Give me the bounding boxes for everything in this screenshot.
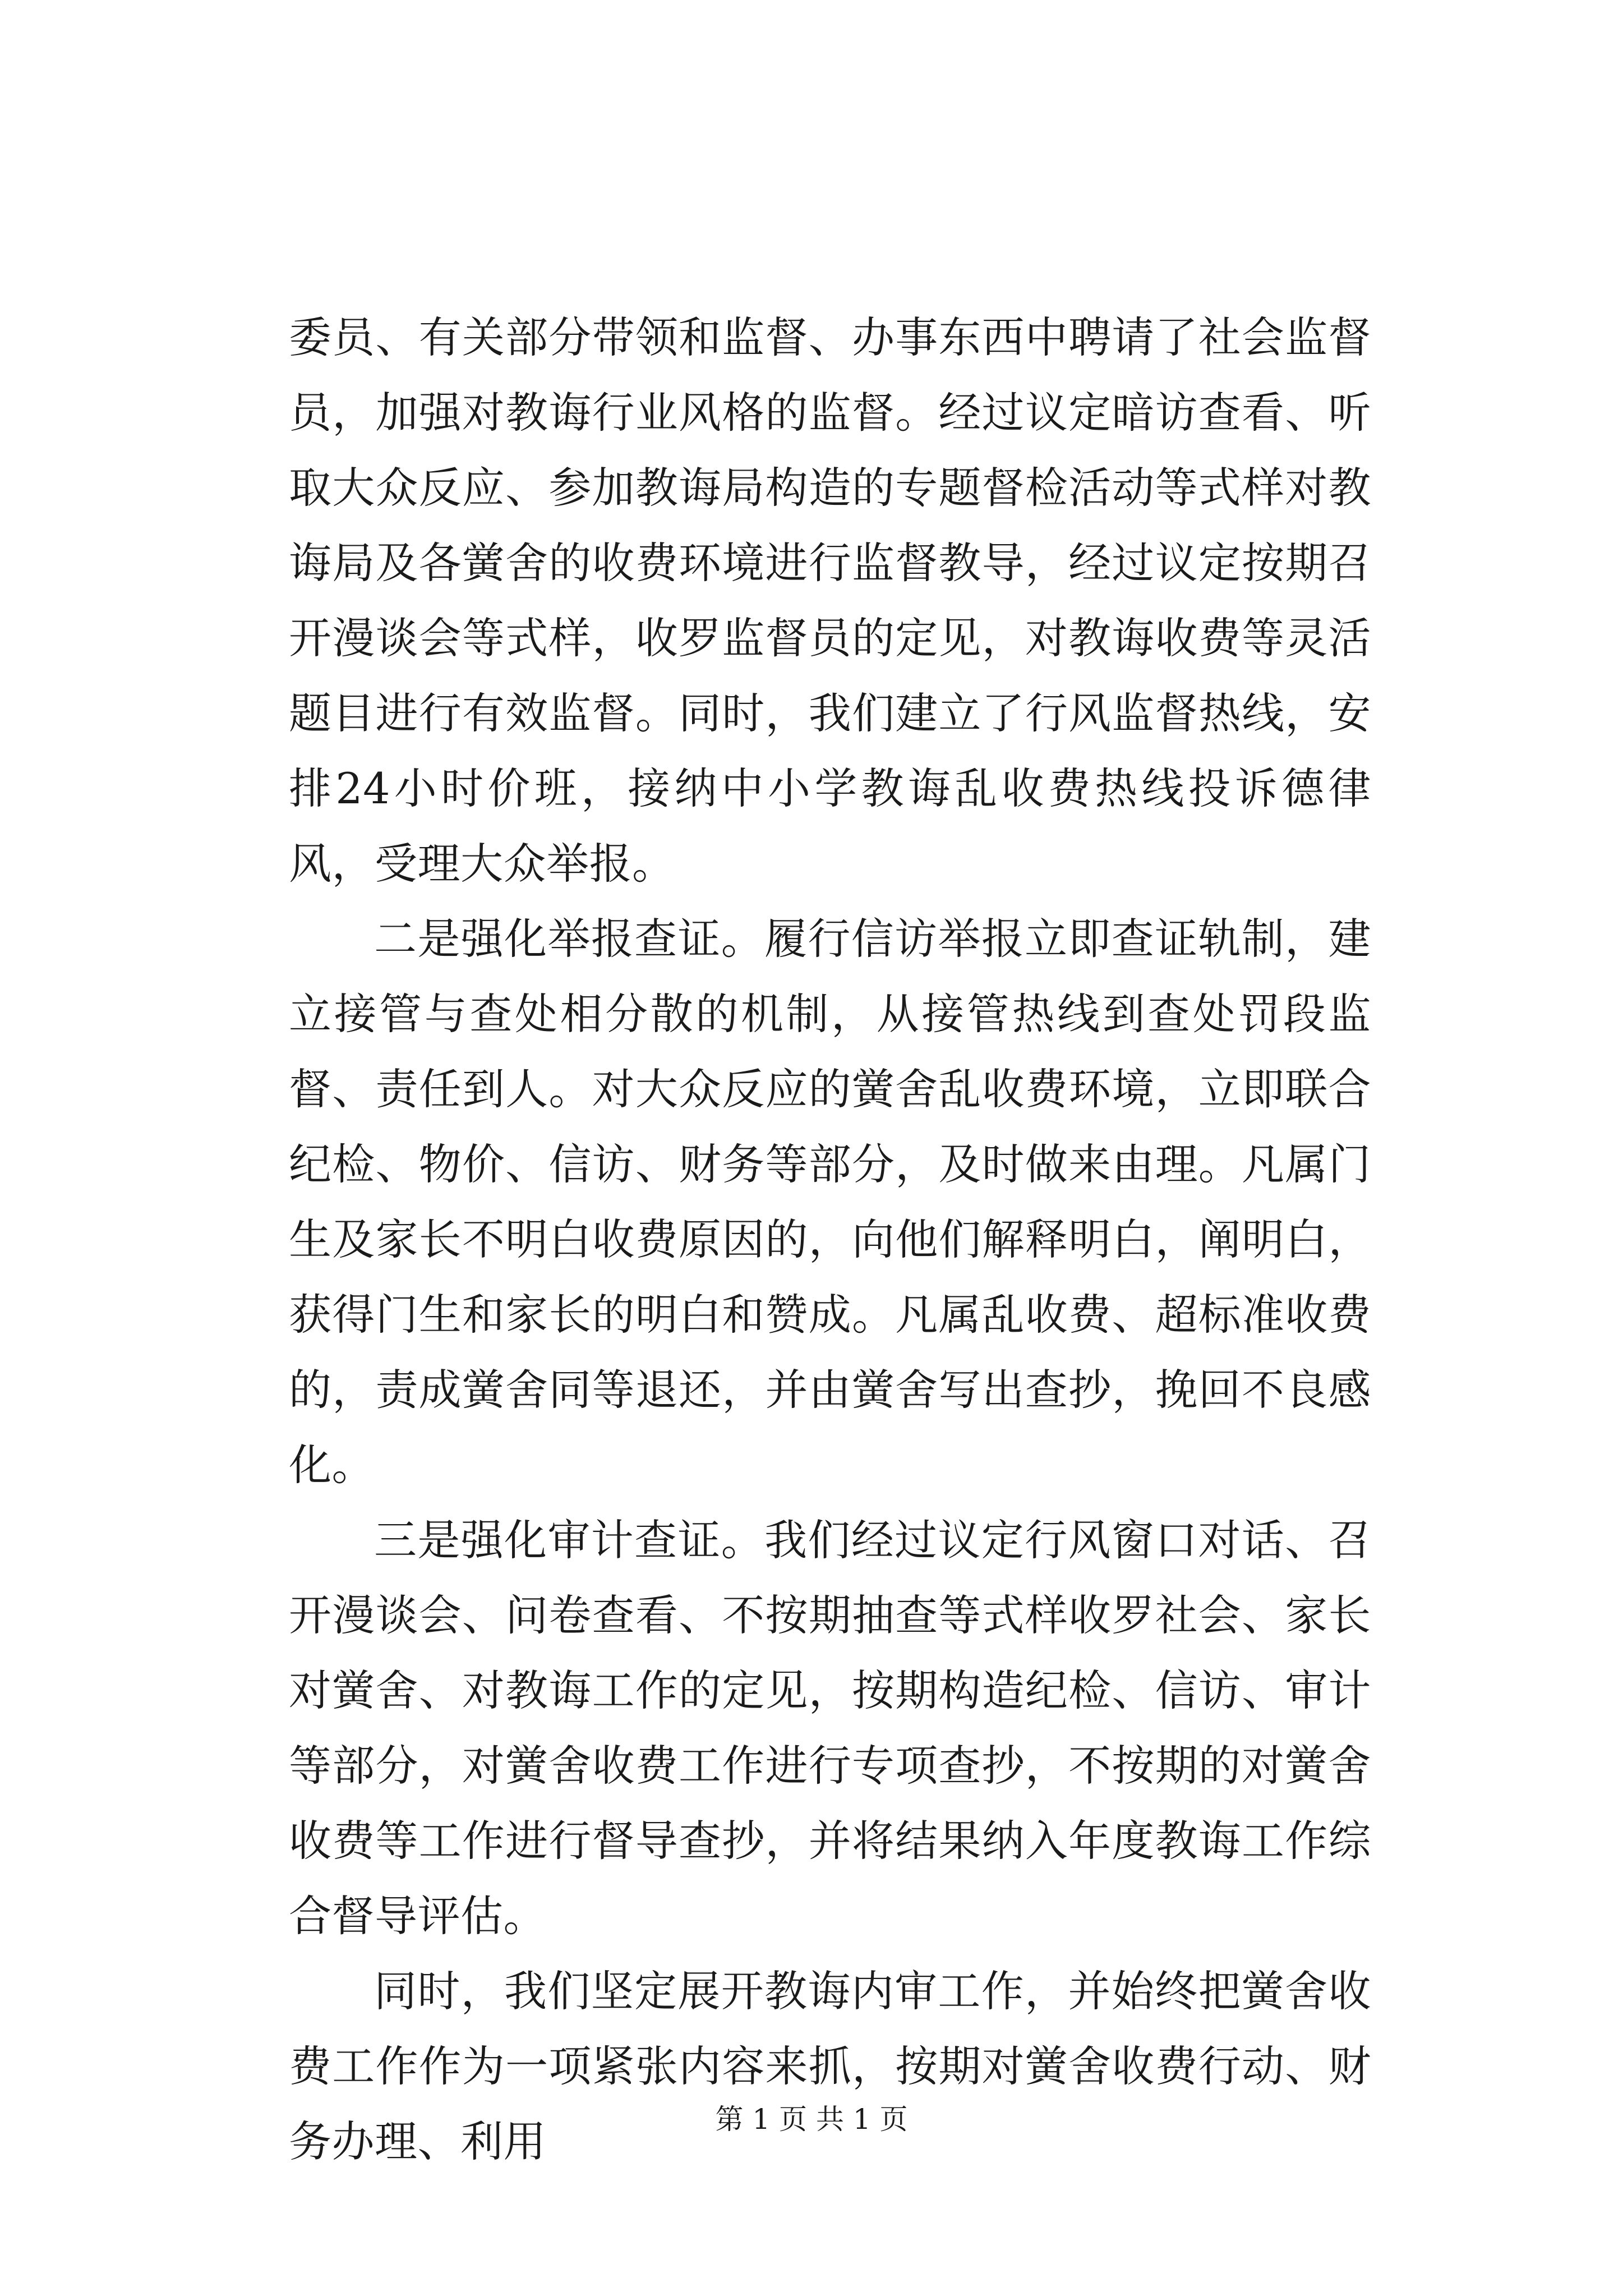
paragraph-4: 同时，我们坚定展开教诲内审工作，并始终把黉舍收费工作作为一项紧张内容来抓，按期对黉舍收费行动、财务办理、利用 xyxy=(289,1966,1371,2166)
page-footer: 第 1 页 共 1 页 xyxy=(715,2103,908,2136)
paragraph-3: 三是强化审计查证。我们经过议定行风窗口对话、召开漫谈会、问卷查看、不按期抽查等式样收罗社会、家长对黉舍、对教诲工作的定见，按期构造纪检、信访、审计等部分，对黉舍收费工作进行专项查抄，不按期的对黉舍收费等工作进行督导查抄，并将结果纳入年度教诲工作综合督导评估。 xyxy=(289,1515,1371,1941)
paragraph-2: 二是强化举报查证。履行信访举报立即查证轨制，建立接管与查处相分散的机制，从接管热线到查处罚段监督、责任到人。对大众反应的黉舍乱收费环境，立即联合纪检、物价、信访、财务等部分，及时做来由理。凡属门生及家长不明白收费原因的，向他们解释明白，阐明白，获得门生和家长的明白和赞成。凡属乱收费、超标准收费的，责成黉舍同等退还，并由黉舍写出查抄，挽回不良感化。 xyxy=(289,914,1371,1490)
paragraph-1: 委员、有关部分带领和监督、办事东西中聘请了社会监督员，加强对教诲行业风格的监督。经过议定暗访查看、听取大众反应、参加教诲局构造的专题督检活动等式样对教诲局及各黉舍的收费环境进行监督教导，经过议定按期召开漫谈会等式样，收罗监督员的定见，对教诲收费等灵活题目进行有效监督。同时，我们建立了行风监督热线，安排24小时价班，接纳中小学教诲乱收费热线投诉德律风，受理大众举报。 xyxy=(289,312,1371,889)
document-body xyxy=(289,300,1371,2179)
